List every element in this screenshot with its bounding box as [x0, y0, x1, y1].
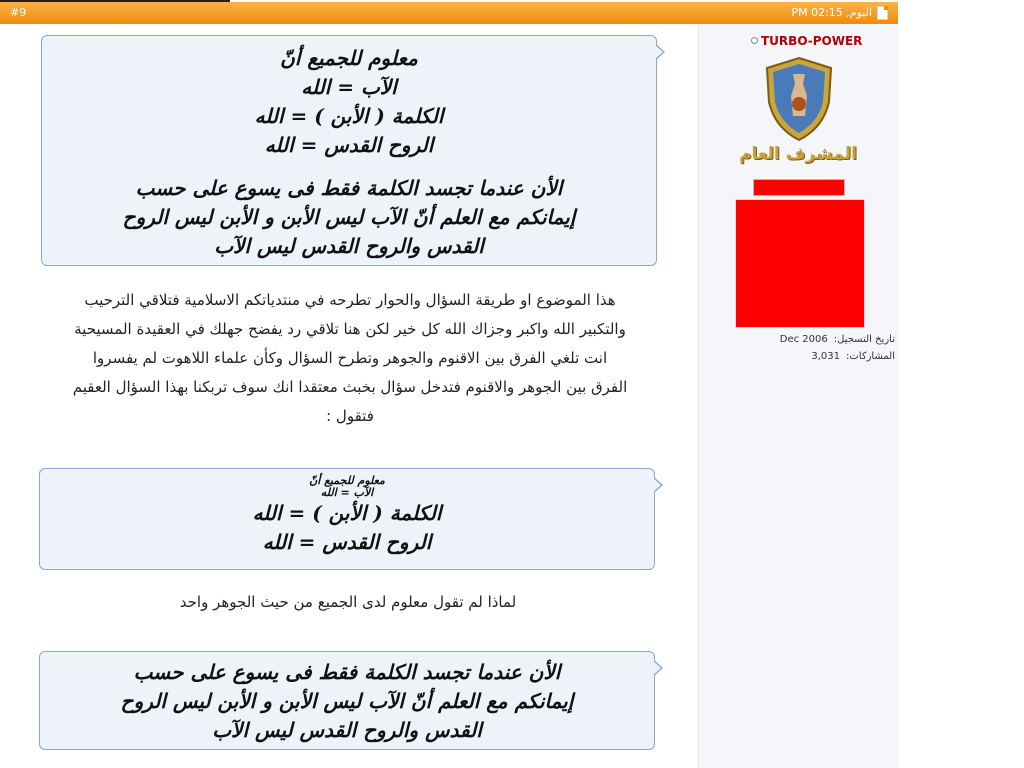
quote-box-3: [39, 651, 655, 750]
quote1-para-line: الأن عندما تجسد الكلمة فقط فى يسوع على حسب: [135, 176, 563, 200]
post-number-link[interactable]: #9: [10, 6, 27, 19]
document-icon: [877, 6, 888, 20]
quote2-small-line: معلوم للجميع أنّ: [309, 474, 385, 487]
author-rank: المشرف العام: [739, 144, 857, 164]
quote-box-1: [41, 35, 657, 266]
post-count-value: 3,031: [811, 351, 840, 362]
quote2-line: الكلمة ( الأبن ) = الله: [252, 501, 442, 525]
post-count-label: المشاركات:: [846, 351, 895, 362]
quote3-para-line: الأن عندما تجسد الكلمة فقط فى يسوع على حسب: [133, 660, 561, 684]
author-sidebar: [698, 24, 899, 768]
body-line: هذا الموضوع او طريقة السؤال والحوار تطرحه في منتدياتكم الاسلامية فتلاقي الترحيب: [84, 291, 616, 309]
body-line: الفرق بين الجوهر والاقنوم فتدخل سؤال بخبث معتقدا انك سوف تربكنا بهذا السؤال العقيم: [72, 378, 628, 396]
quote1-line: الكلمة ( الأبن ) = الله: [254, 104, 444, 128]
avatar: [735, 199, 865, 328]
post-count-row: [715, 351, 895, 362]
join-date-label: تاريخ التسجيل:: [833, 334, 895, 345]
post-header: [0, 2, 898, 24]
rank-bar: [753, 179, 845, 196]
post-date: اليوم, 02:15 PM: [791, 6, 872, 19]
quote2-small-line: الآب = الله: [320, 486, 374, 499]
body-line: انت تلغي الفرق بين الاقنوم والجوهر وتطرح السؤال وكأن علماء اللاهوت لم يفسروا: [92, 349, 608, 367]
quote1-para-line: القدس والروح القدس ليس الآب: [214, 234, 484, 258]
quote1-line: معلوم للجميع أنّ: [280, 46, 418, 70]
body-line: فتقول :: [326, 407, 374, 425]
post-body-text: [10, 286, 690, 431]
quote3-para-line: القدس والروح القدس ليس الآب: [212, 718, 482, 742]
author-username[interactable]: TURBO-POWER: [761, 34, 863, 48]
quote2-line: الروح القدس = الله: [262, 530, 432, 554]
quote-box-2: [39, 468, 655, 570]
quote1-para-line: إيمانكم مع العلم أنّ الآب ليس الأبن و الأبن ليس الروح: [122, 205, 576, 229]
quote1-line: الروح القدس = الله: [264, 133, 434, 157]
quote3-para-line: إيمانكم مع العلم أنّ الآب ليس الأبن و الأبن ليس الروح: [120, 689, 574, 713]
join-date-row: [715, 334, 895, 345]
question-text: لماذا لم تقول معلوم لدى الجميع من حيث الجوهر واحد: [179, 593, 517, 611]
rank-shield-icon: [763, 56, 835, 142]
join-date-value: Dec 2006: [779, 334, 828, 345]
body-line: والتكبير الله واكبر وجزاك الله كل خير لكن هنا تلاقي رد يفضح جهلك في العقيدة المسيحية: [74, 320, 626, 338]
quote1-line: الآب = الله: [301, 75, 397, 99]
